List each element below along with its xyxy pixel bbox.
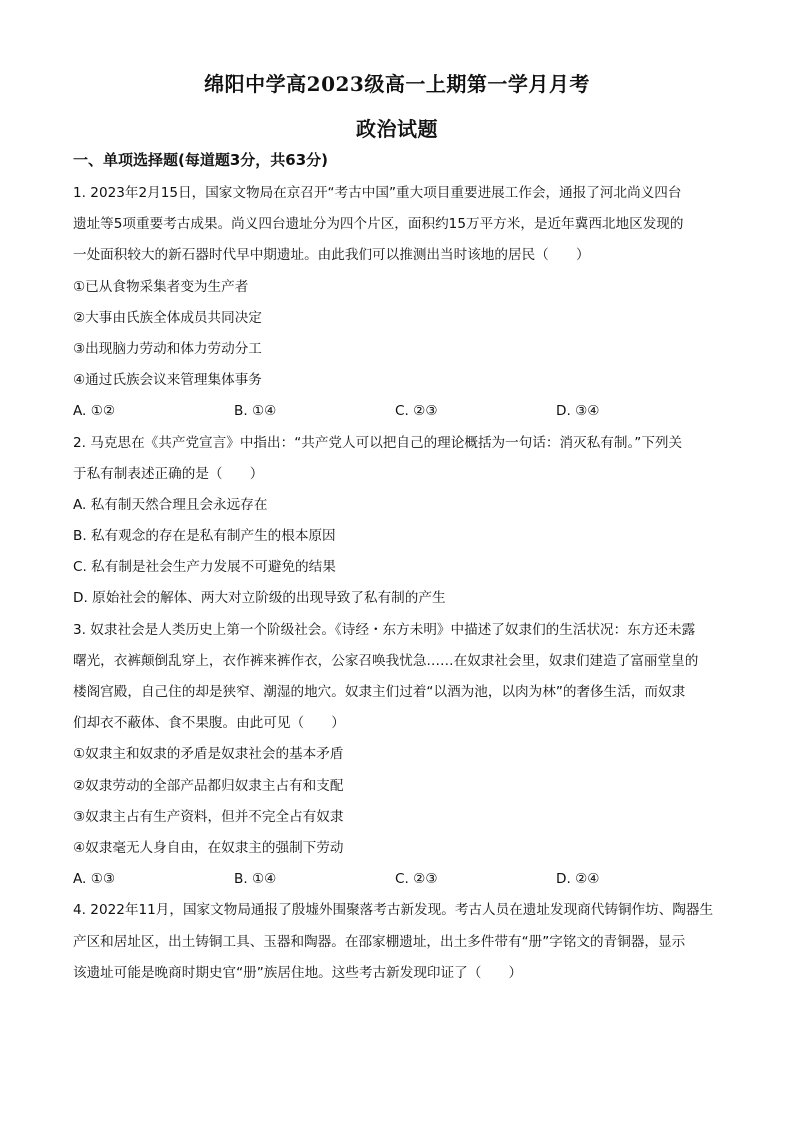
question-1-option-c[interactable]: C. ②③: [395, 403, 438, 420]
question-3-stem-line: 3. 奴隶社会是人类历史上第一个阶级社会。《诗经・东方未明》中描述了奴隶们的生活状况：东方还未露: [73, 621, 696, 638]
question-1-option-d[interactable]: D. ③④: [556, 403, 600, 420]
question-3-stem-line: 曙光，衣裤颠倒乱穿上，衣作裤来裤作衣，公家召唤我忧急……在奴隶社会里，奴隶们建造了富丽堂皇的: [73, 652, 699, 669]
exam-title: 绵阳中学高2023级高一上期第一学月月考: [204, 72, 590, 96]
question-4-stem-line: 该遗址可能是晚商时期史官“册”族居住地。这些考古新发现印证了（ ）: [73, 964, 523, 981]
question-3-statement: ②奴隶劳动的全部产品都归奴隶主占有和支配: [73, 777, 344, 794]
question-2-option-c[interactable]: C. 私有制是社会生产力发展不可避免的结果: [73, 559, 336, 576]
questions-body: [73, 178, 723, 989]
section-heading: 一、单项选择题(每道题3分，共63分): [73, 151, 329, 169]
question-3-statement: ③奴隶主占有生产资料，但并不完全占有奴隶: [73, 808, 344, 825]
question-4-stem-line: 4. 2022年11月，国家文物局通报了殷墟外围聚落考古新发现。考古人员在遗址发现商代铸铜作坊、陶器生: [73, 902, 714, 919]
question-2-option-b[interactable]: B. 私有观念的存在是私有制产生的根本原因: [73, 528, 336, 545]
question-1-statement: ③出现脑力劳动和体力劳动分工: [73, 340, 262, 357]
question-1-statement: ②大事由氏族全体成员共同决定: [73, 309, 262, 326]
question-3-option-b[interactable]: B. ①④: [234, 871, 277, 888]
question-1-option-a[interactable]: A. ①②: [73, 403, 116, 420]
question-2-option-a[interactable]: A. 私有制天然合理且会永远存在: [73, 496, 268, 513]
question-1-options: [73, 396, 723, 427]
question-3: [73, 615, 723, 896]
question-2-option-d[interactable]: D. 原始社会的解体、两大对立阶级的出现导致了私有制的产生: [73, 590, 446, 607]
exam-subject: 政治试题: [356, 117, 438, 141]
question-2: [73, 428, 723, 615]
question-1-stem-line: 一处面积较大的新石器时代早中期遗址。由此我们可以推测出当时该地的居民（ ）: [73, 247, 590, 264]
question-3-option-c[interactable]: C. ②③: [395, 871, 438, 888]
question-4-stem-line: 产区和居址区，出土铸铜工具、玉器和陶器。在邵家棚遗址，出土多件带有“册”字铭文的青铜器，显示: [73, 933, 686, 950]
question-3-stem-line: 们却衣不蔽体、食不果腹。由此可见（ ）: [73, 715, 345, 732]
question-1-option-b[interactable]: B. ①④: [234, 403, 277, 420]
question-3-option-d[interactable]: D. ②④: [556, 871, 600, 888]
question-3-statement: ④奴隶毫无人身自由，在奴隶主的强制下劳动: [73, 839, 344, 856]
question-3-options: [73, 864, 723, 895]
question-2-stem-line: 2. 马克思在《共产党宣言》中指出：“共产党人可以把自己的理论概括为一句话：消灭私有制。”下列关: [73, 434, 683, 451]
question-4: [73, 895, 723, 989]
question-3-statement: ①奴隶主和奴隶的矛盾是奴隶社会的基本矛盾: [73, 746, 344, 763]
question-3-stem-line: 楼阁宫殿，自己住的却是狭窄、潮湿的地穴。奴隶主们过着“以酒为池，以肉为林”的奢侈生活，而奴隶: [73, 684, 686, 700]
question-1-stem-line: 1. 2023年2月15日，国家文物局在京召开“考古中国”重大项目重要进展工作会，通报了河北尚义四台: [73, 185, 682, 201]
question-1: [73, 178, 723, 428]
question-3-option-a[interactable]: A. ①③: [73, 871, 116, 888]
question-1-stem-line: 遗址等5项重要考古成果。尚义四台遗址分为四个片区，面积约15万平方米，是近年冀西北地区发现的: [73, 216, 684, 233]
question-1-statement: ④通过氏族会议来管理集体事务: [73, 372, 262, 389]
question-1-statement: ①已从食物采集者变为生产者: [73, 278, 249, 295]
question-2-stem-line: 于私有制表述正确的是（ ）: [73, 465, 264, 482]
